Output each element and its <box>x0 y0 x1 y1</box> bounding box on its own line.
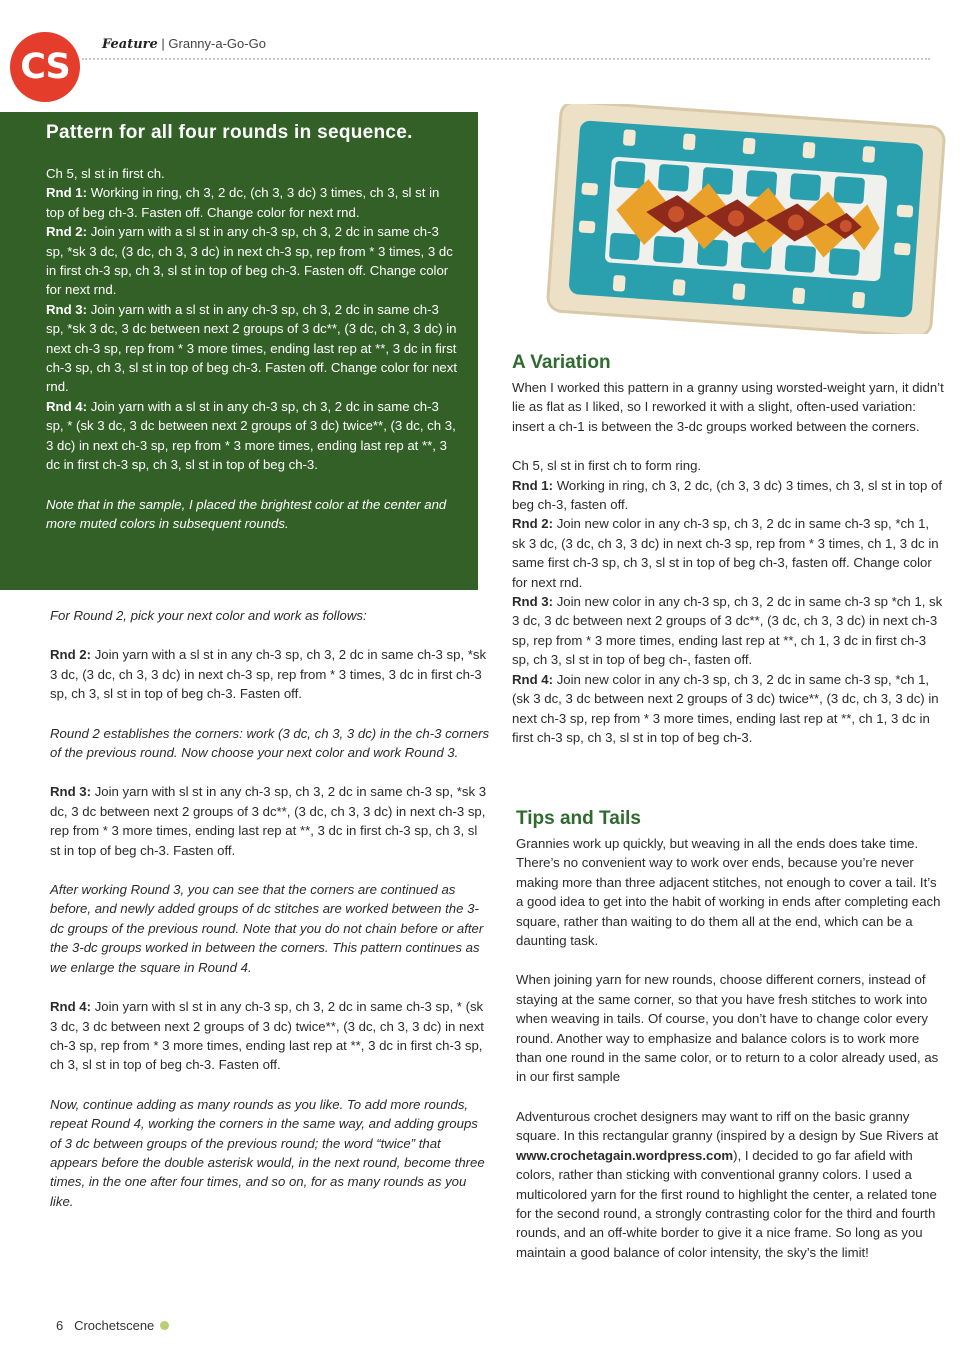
rnd-text: Join new color in any ch-3 sp, ch 3, 2 dc in same ch-3 sp *ch 1, sk 3 dc, 3 dc between next 2 groups of 3 dc**, (3 dc, ch 3, 3 dc) in next ch-3 sp, rep from * 3 more times, ending last rep at **, ch 1, 3 dc in first ch-3 sp, ch 3, sl st in top of beg ch-, fasten off. <box>512 594 943 668</box>
pattern-rnd-4 <box>46 397 458 475</box>
variation-rnd-1 <box>512 476 944 515</box>
rnd-text: Join yarn with a sl st in any ch-3 sp, ch 3, 2 dc in same ch-3 sp, *sk 3 dc, (3 dc, ch 3, 3 dc) in next ch-3 sp, rep from * 3 times, 3 dc in first ch-3 sp, ch 3, sl st in top of beg ch-3. Fasten off. <box>50 647 487 702</box>
rnd-text: Working in ring, ch 3, 2 dc, (ch 3, 3 dc) 3 times, ch 3, sl st in top of beg ch-3, fasten off. <box>512 477 942 513</box>
rnd-text: Join yarn with a sl st in any ch-3 sp, ch 3, 2 dc in same ch-3 sp, *sk 3 dc, (3 dc, ch 3, 3 dc) in next ch-3 sp, rep from * 3 times, 3 dc in first ch-3 sp, ch 3, sl st in top of beg ch-3. Fasten off. Change color for next rnd. <box>46 224 453 298</box>
footer-dot-icon <box>160 1321 169 1330</box>
rnd-label: Rnd 4: <box>46 398 88 414</box>
tips-paragraph-3 <box>516 1107 946 1262</box>
rnd-label: Rnd 2: <box>50 647 92 663</box>
variation-rnd-3 <box>512 592 944 670</box>
continue-explanation: Now, continue adding as many rounds as you like. To add more rounds, repeat Round 4, working the corners in the same way, and adding groups of 3 dc between groups of the previous round; the word “twice” that appears before the double asterisk would, in the next round, become three times, in the one after four times, and so on, for as many rounds as you like. <box>50 1096 485 1209</box>
granny-rectangle-photo <box>546 104 946 334</box>
variation-start: Ch 5, sl st in first ch to form ring. <box>512 458 702 474</box>
rnd-text: Working in ring, ch 3, 2 dc, (ch 3, 3 dc) 3 times, ch 3, sl st in top of beg ch-3. Fasten off. Change color for next rnd. <box>46 185 440 220</box>
variation-intro: When I worked this pattern in a granny using worsted-weight yarn, it didn’t lie as flat as I liked, so I reworked it with a slight, often-used variation: insert a ch-1 is between the 3-dc groups worked between the corners. <box>512 380 944 434</box>
feature-label: Feature <box>102 37 158 52</box>
variation-rnd-4 <box>512 670 944 748</box>
rnd-text: Join yarn with sl st in any ch-3 sp, ch 3, 2 dc in same ch-3 sp, *sk 3 dc, 3 dc between next 2 groups of 3 dc**, (3 dc, ch 3, 3 dc) in next ch-3 sp, rep from * 3 more times, ending last rep at **, 3 dc in first ch-3 sp, ch 3, sl st in top of beg ch-3. Fasten off. <box>50 784 487 858</box>
magazine-name: Crochetscene <box>74 1318 155 1333</box>
pattern-box-title: Pattern for all four rounds in sequence. <box>46 122 413 143</box>
rnd-label: Rnd 2: <box>46 224 88 240</box>
round3-explanation: After working Round 3, you can see that the corners are continued as before, and newly added groups of dc stitches are worked between the 3-dc groups of the previous round. Note that you do not chain before or after the 3-dc groups worked in between the corners. This pattern continues as we enlarge the square in Round 4. <box>50 882 484 975</box>
page-number: 6 <box>56 1318 64 1333</box>
rnd-text: Join new color in any ch-3 sp, ch 3, 2 dc in same ch-3 sp, *ch 1, sk 3 dc, (3 dc, ch 3, 3 dc) in next ch-3 sp, rep from * 3 times, ch 1, 3 dc in same first ch-3 sp, ch 3, sl st in top of beg ch-3, fasten off. Change color for next rnd. <box>512 516 939 590</box>
rnd-text: Join new color in any ch-3 sp, ch 3, 2 dc in same ch-3 sp, *ch 1, (sk 3 dc, 3 dc between next 2 groups of 3 dc) twice**, (3 dc, ch 3, 3 dc) in next ch-3 sp, rep from * 3 more times, ending last rep at **, ch 1, 3 dc in first ch-3 sp, ch 3, sl st in top of beg ch-3. <box>512 671 939 745</box>
tips-text: ), I decided to go far afield with colors, rather than sticking with conventional granny colors. I used a multicolored yarn for the first round to highlight the center, a related tone for the second round, a strongly contrasting color for the third and fourth rounds, and an off-white border to give it a nice frame. So long as you maintain a good balance of color intensity, the sky’s the limit! <box>516 1147 937 1260</box>
pattern-rnd-3 <box>46 300 458 397</box>
pattern-intro: Ch 5, sl st in first ch. <box>46 166 165 181</box>
logo-text: CS <box>20 47 70 87</box>
pattern-rnd-1 <box>46 183 458 222</box>
rnd-label: Rnd 1: <box>46 185 88 201</box>
magazine-logo <box>10 32 80 102</box>
pattern-note: Note that in the sample, I placed the brightest color at the center and more muted colors in subsequent rounds. <box>46 496 447 531</box>
rnd-label: Rnd 4: <box>512 671 554 687</box>
section-name: Granny-a-Go-Go <box>168 36 266 51</box>
website-link[interactable]: www.crochetagain.wordpress.com <box>516 1147 734 1163</box>
tips-section <box>516 808 946 1282</box>
round3-instructions <box>50 782 490 860</box>
rnd-label: Rnd 1: <box>512 477 554 493</box>
rnd-text: Join yarn with a sl st in any ch-3 sp, ch 3, 2 dc in same ch-3 sp, * (sk 3 dc, 3 dc between next 2 groups of 3 dc) twice**, (3 dc, ch 3, 3 dc) in next ch-3 sp, rep from * 3 more times, ending last rep at **, 3 dc in first ch-3 sp, ch 3, sl st in top of beg ch-3. <box>46 398 456 473</box>
header-separator: | <box>157 36 169 51</box>
rnd-label: Rnd 3: <box>46 301 88 317</box>
round4-instructions <box>50 997 490 1075</box>
tips-heading: Tips and Tails <box>516 808 641 829</box>
pattern-box <box>0 112 478 590</box>
tips-paragraph-2: When joining yarn for new rounds, choose different corners, instead of staying at the same corner, so that you have fresh stitches to work into when weaving in tails. Of course, you don’t have to change color every round. Another way to emphasize and balance colors is to work more than one round in the same color, or to return to a color already used, as in our first sample <box>516 972 939 1085</box>
rnd-label: Rnd 4: <box>50 999 92 1015</box>
variation-section <box>512 352 944 747</box>
page-footer <box>56 1318 169 1333</box>
rnd-label: Rnd 3: <box>50 784 92 800</box>
rnd-label: Rnd 2: <box>512 516 554 532</box>
rnd-text: Join yarn with sl st in any ch-3 sp, ch 3, 2 dc in same ch-3 sp, * (sk 3 dc, 3 dc between next 2 groups of 3 dc) twice**, (3 dc, ch 3, 3 dc) in next ch-3 sp, rep from * 3 more times, ending last rep at **, 3 dc in first ch-3 sp, ch 3, sl st in top of beg ch-3. Fasten off. <box>50 999 484 1073</box>
left-column <box>50 606 490 1231</box>
variation-rnd-2 <box>512 514 944 592</box>
rnd-label: Rnd 3: <box>512 594 554 610</box>
round2-instructions <box>50 645 490 703</box>
tips-paragraph-1: Grannies work up quickly, but weaving in all the ends does take time. There’s no convenient way to work over ends, because you’re never making more than three adjacent stitches, not enough to cover a tail. It’s a good idea to get into the habit of working in ends after completing each square, rather than waiting to do them all at the end, which can be a daunting task. <box>516 836 941 949</box>
tips-text: Adventurous crochet designers may want to riff on the basic granny square. In this rectangular granny (inspired by a design by Sue Rivers at <box>516 1108 939 1144</box>
rnd-text: Join yarn with a sl st in any ch-3 sp, ch 3, 2 dc in same ch-3 sp, *sk 3 dc, 3 dc between next 2 groups of 3 dc**, (3 dc, ch 3, 3 dc) in next ch-3 sp, rep from * 3 more times, ending last rep at **, 3 dc in first ch-3 sp, ch 3, sl st in top of beg ch-3. Fasten off. Change color for next rnd. <box>46 301 457 395</box>
round2-intro: For Round 2, pick your next color and work as follows: <box>50 608 367 623</box>
pattern-rnd-2 <box>46 222 458 300</box>
header-divider <box>82 58 930 60</box>
round2-explanation: Round 2 establishes the corners: work (3 dc, ch 3, 3 dc) in the ch-3 corners of the previous round. Now choose your next color and work Round 3. <box>50 725 490 761</box>
variation-heading: A Variation <box>512 352 611 373</box>
section-header <box>102 36 266 52</box>
